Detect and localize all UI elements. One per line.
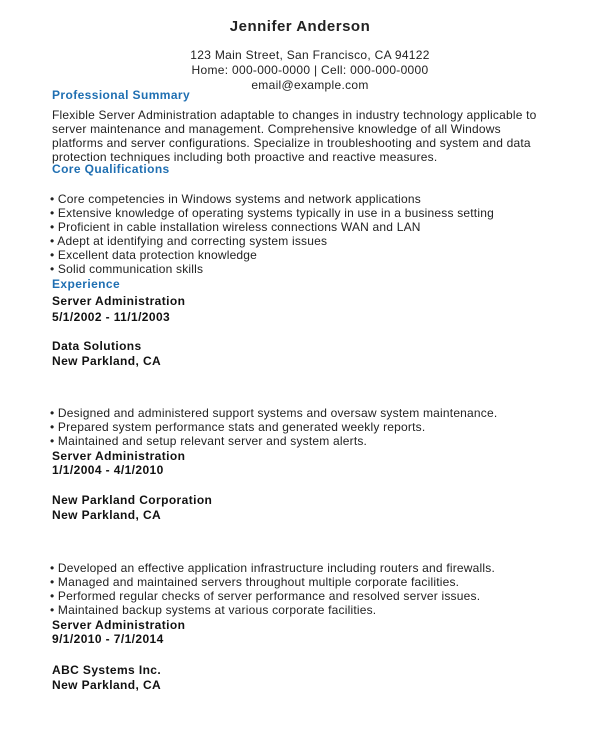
summary-line: Flexible Server Administration adaptable to changes in industry technology applicable to xyxy=(52,108,537,122)
qualification-item: • Solid communication skills xyxy=(50,262,204,276)
job-dates: 9/1/2010 - 7/1/2014 xyxy=(52,632,164,646)
qualification-item: • Adept at identifying and correcting system issues xyxy=(50,234,328,248)
contact-email: email@example.com xyxy=(251,78,369,92)
job-location: New Parkland, CA xyxy=(52,508,162,522)
job-title: Server Administration xyxy=(52,294,186,308)
contact-address: 123 Main Street, San Francisco, CA 94122 xyxy=(190,48,430,62)
job-duty: • Managed and maintained servers throughout multiple corporate facilities. xyxy=(50,575,460,589)
qualification-item: • Excellent data protection knowledge xyxy=(50,248,258,262)
job-company: Data Solutions xyxy=(52,339,142,353)
section-experience: Experience xyxy=(52,277,121,291)
candidate-name: Jennifer Anderson xyxy=(229,18,371,35)
section-core-qualifications: Core Qualifications xyxy=(52,162,170,176)
job-dates: 1/1/2004 - 4/1/2010 xyxy=(52,463,164,477)
qualification-item: • Extensive knowledge of operating systems typically in use in a business setting xyxy=(50,206,494,220)
summary-line: protection techniques including both proactive and reactive measures. xyxy=(52,150,438,164)
section-professional-summary: Professional Summary xyxy=(52,88,191,102)
summary-line: platforms and server configurations. Specialize in troubleshooting and system and data xyxy=(52,136,531,150)
job-company: New Parkland Corporation xyxy=(52,493,213,507)
contact-phones: Home: 000-000-0000 | Cell: 000-000-0000 xyxy=(191,63,429,77)
job-duty: • Designed and administered support systems and oversaw system maintenance. xyxy=(50,406,498,420)
job-location: New Parkland, CA xyxy=(52,678,162,692)
job-title: Server Administration xyxy=(52,618,186,632)
qualification-item: • Core competencies in Windows systems and network applications xyxy=(50,192,421,206)
job-location: New Parkland, CA xyxy=(52,354,162,368)
job-company: ABC Systems Inc. xyxy=(52,663,162,677)
job-duty: • Developed an effective application infrastructure including routers and firewalls. xyxy=(50,561,496,575)
summary-line: server maintenance and management. Comprehensive knowledge of all Windows xyxy=(52,122,501,136)
job-duty: • Maintained and setup relevant server and system alerts. xyxy=(50,434,368,448)
job-duty: • Prepared system performance stats and generated weekly reports. xyxy=(50,420,426,434)
job-duty: • Maintained backup systems at various corporate facilities. xyxy=(50,603,377,617)
qualification-item: • Proficient in cable installation wireless connections WAN and LAN xyxy=(50,220,421,234)
job-dates: 5/1/2002 - 11/1/2003 xyxy=(52,310,171,324)
job-duty: • Performed regular checks of server performance and resolved server issues. xyxy=(50,589,481,603)
job-title: Server Administration xyxy=(52,449,186,463)
